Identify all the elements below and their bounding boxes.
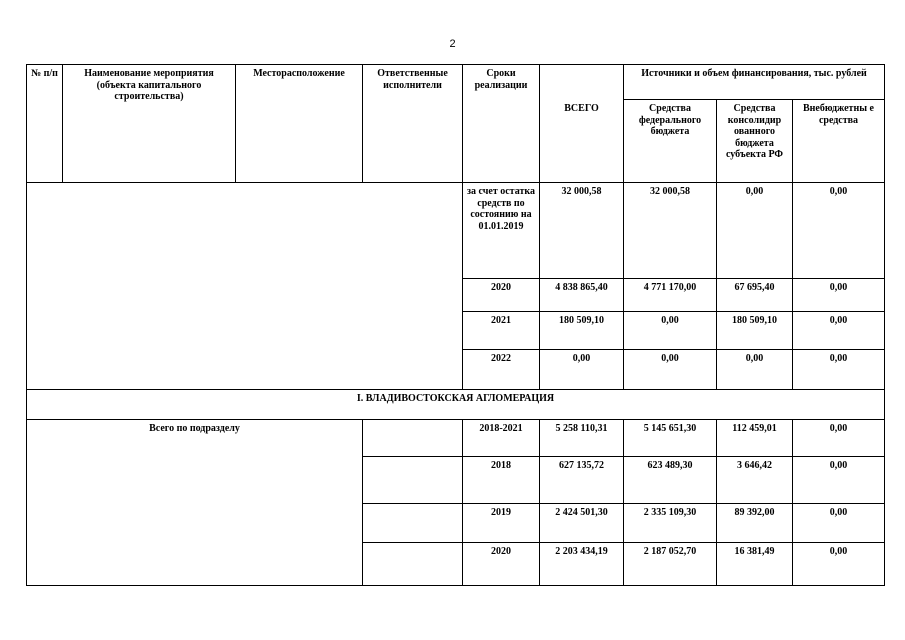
consolidated-cell: 89 392,00 <box>717 504 793 543</box>
header-total: ВСЕГО <box>540 65 624 183</box>
table-row <box>27 183 885 279</box>
consolidated-cell: 3 646,42 <box>717 457 793 504</box>
consolidated-cell: 16 381,49 <box>717 543 793 586</box>
header-location: Месторасположение <box>236 65 363 183</box>
period-cell: 2020 <box>463 279 540 312</box>
header-num: № п/п <box>27 65 63 183</box>
period-cell: 2018-2021 <box>463 420 540 457</box>
extrabudget-cell: 0,00 <box>793 504 885 543</box>
header-executors: Ответственные исполнители <box>363 65 463 183</box>
extrabudget-cell: 0,00 <box>793 312 885 350</box>
total-cell: 180 509,10 <box>540 312 624 350</box>
consolidated-cell: 0,00 <box>717 183 793 279</box>
consolidated-cell: 180 509,10 <box>717 312 793 350</box>
header-extrabudget: Внебюджетны е средства <box>793 100 885 183</box>
page-number: 2 <box>449 38 456 50</box>
period-cell: 2019 <box>463 504 540 543</box>
executors-cell <box>363 543 463 586</box>
total-cell: 5 258 110,31 <box>540 420 624 457</box>
extrabudget-cell: 0,00 <box>793 457 885 504</box>
extrabudget-cell: 0,00 <box>793 183 885 279</box>
consolidated-cell: 67 695,40 <box>717 279 793 312</box>
period-cell: 2022 <box>463 350 540 390</box>
federal-cell: 0,00 <box>624 312 717 350</box>
extrabudget-cell: 0,00 <box>793 543 885 586</box>
header-consolidated: Средства консолидир ованного бюджета субъекта РФ <box>717 100 793 183</box>
total-cell: 4 838 865,40 <box>540 279 624 312</box>
federal-cell: 0,00 <box>624 350 717 390</box>
extrabudget-cell: 0,00 <box>793 350 885 390</box>
federal-cell: 623 489,30 <box>624 457 717 504</box>
header-sources: Источники и объем финансирования, тыс. рублей <box>624 65 885 100</box>
federal-cell: 2 335 109,30 <box>624 504 717 543</box>
header-period: Сроки реализации <box>463 65 540 183</box>
header-federal: Средства федерального бюджета <box>624 100 717 183</box>
federal-cell: 2 187 052,70 <box>624 543 717 586</box>
executors-cell <box>363 504 463 543</box>
header-row-1 <box>27 65 885 100</box>
blank-merged-cell <box>27 183 463 390</box>
header-name: Наименование мероприятия (объекта капитального строительства) <box>63 65 236 183</box>
federal-cell: 5 145 651,30 <box>624 420 717 457</box>
subtotal-label: Всего по подразделу <box>27 420 363 586</box>
consolidated-cell: 112 459,01 <box>717 420 793 457</box>
total-cell: 2 203 434,19 <box>540 543 624 586</box>
period-cell: 2020 <box>463 543 540 586</box>
section-row <box>27 390 885 420</box>
total-cell: 0,00 <box>540 350 624 390</box>
extrabudget-cell: 0,00 <box>793 420 885 457</box>
federal-cell: 4 771 170,00 <box>624 279 717 312</box>
period-cell: 2018 <box>463 457 540 504</box>
financing-table <box>26 64 885 586</box>
period-cell: 2021 <box>463 312 540 350</box>
executors-cell <box>363 420 463 457</box>
section-title: I. ВЛАДИВОСТОКСКАЯ АГЛОМЕРАЦИЯ <box>27 390 885 420</box>
federal-cell: 32 000,58 <box>624 183 717 279</box>
executors-cell <box>363 457 463 504</box>
consolidated-cell: 0,00 <box>717 350 793 390</box>
table-row <box>27 420 885 457</box>
total-cell: 627 135,72 <box>540 457 624 504</box>
extrabudget-cell: 0,00 <box>793 279 885 312</box>
total-cell: 2 424 501,30 <box>540 504 624 543</box>
total-cell: 32 000,58 <box>540 183 624 279</box>
period-cell: за счет остатка средств по состоянию на 01.01.2019 <box>463 183 540 279</box>
